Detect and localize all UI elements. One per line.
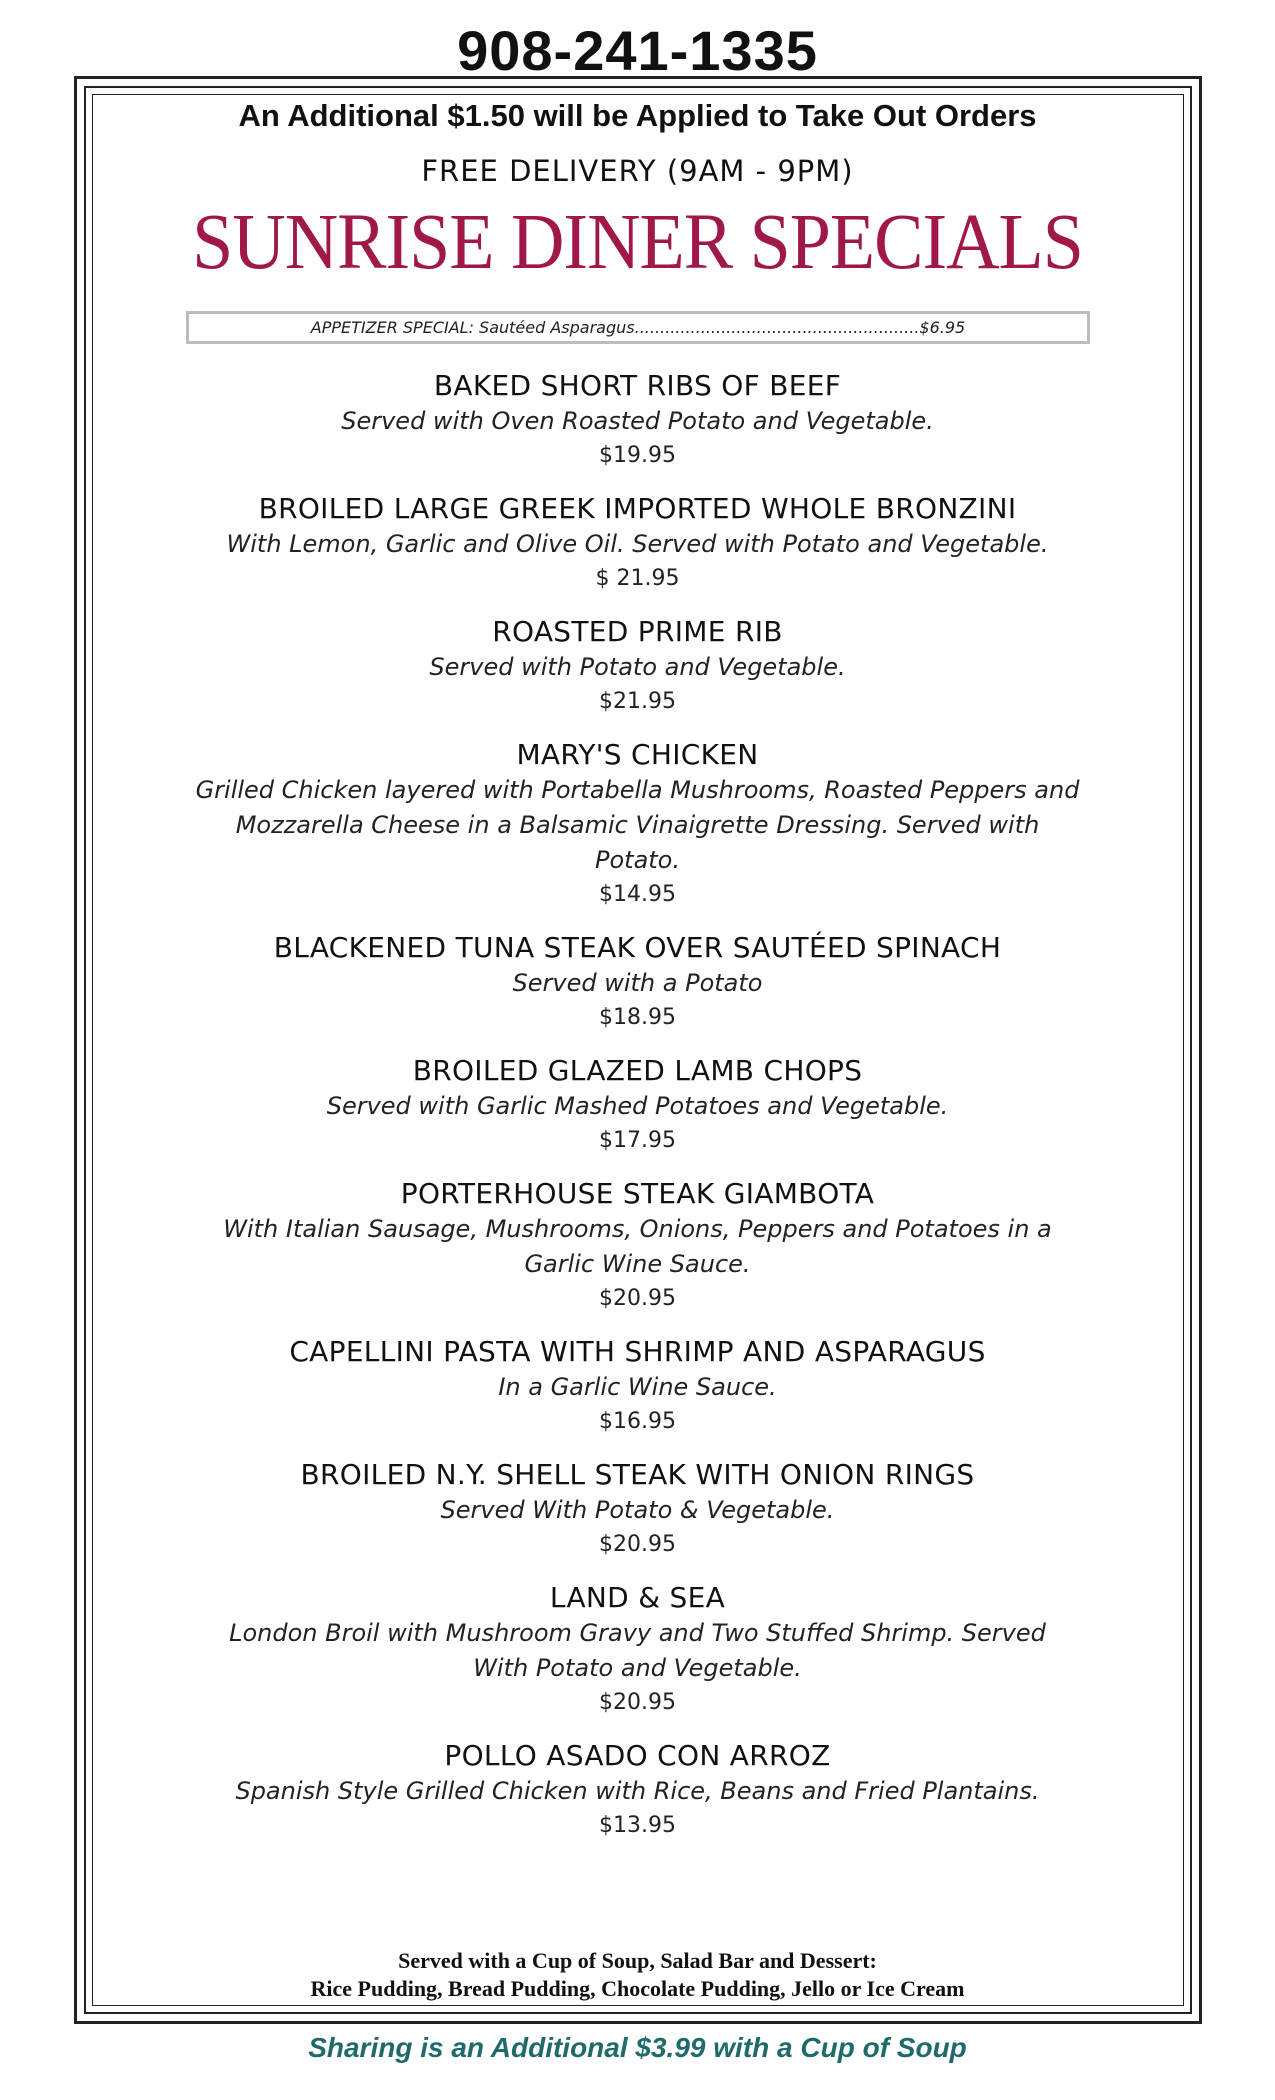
phone-number: 908-241-1335: [457, 19, 818, 82]
included-sides-note: [100, 1947, 1175, 2003]
menu-item-name: BLACKENED TUNA STEAK OVER SAUTÉED SPINACH: [273, 931, 1002, 964]
menu-item-name: BROILED GLAZED LAMB CHOPS: [412, 1054, 863, 1087]
menu-item-description: Served With Potato & Vegetable.: [440, 1496, 835, 1524]
menu-item-price: $16.95: [599, 1409, 676, 1434]
menu-item-price: $20.95: [599, 1286, 676, 1311]
menu-item: [140, 930, 1135, 1034]
menu-item: [140, 1334, 1135, 1438]
menu-title: SUNRISE DINER SPECIALS: [192, 197, 1083, 287]
sharing-notice: Sharing is an Additional $3.99 with a Cup of Soup: [308, 2032, 967, 2063]
menu-item-description: With Potato and Vegetable.: [473, 1654, 802, 1682]
menu-item: [140, 1580, 1135, 1719]
menu-item-description: Spanish Style Grilled Chicken with Rice, Beans and Fried Plantains.: [235, 1777, 1040, 1805]
menu-item-description: Potato.: [595, 846, 680, 874]
menu-item-name: PORTERHOUSE STEAK GIAMBOTA: [400, 1177, 875, 1210]
menu-item-description: Mozzarella Cheese in a Balsamic Vinaigrette Dressing. Served with: [235, 811, 1040, 839]
menu-item: [140, 368, 1135, 472]
menu-item-description: With Italian Sausage, Mushrooms, Onions, Peppers and Potatoes in a: [223, 1215, 1052, 1243]
menu-item-price: $17.95: [599, 1128, 676, 1153]
menu-item-description: London Broil with Mushroom Gravy and Two Stuffed Shrimp. Served: [229, 1619, 1046, 1647]
menu-item-name: BROILED N.Y. SHELL STEAK WITH ONION RINGS: [300, 1458, 975, 1491]
menu-item-description: Served with Garlic Mashed Potatoes and Vegetable.: [326, 1092, 949, 1120]
menu-item-description: Garlic Wine Sauce.: [524, 1250, 751, 1278]
menu-item-price: $13.95: [599, 1813, 676, 1838]
menu-item-name: BAKED SHORT RIBS OF BEEF: [433, 369, 842, 402]
menu-item: [140, 737, 1135, 911]
included-sides-line-2: Rice Pudding, Bread Pudding, Chocolate Pudding, Jello or Ice Cream: [310, 1976, 965, 2001]
menu-item: [140, 1457, 1135, 1561]
menu-item-name: LAND & SEA: [549, 1581, 726, 1614]
menu-item-price: $ 21.95: [595, 566, 680, 591]
appetizer-special-box: APPETIZER SPECIAL: Sautéed Asparagus........................................................$6.95: [186, 311, 1090, 344]
menu-item-name: MARY'S CHICKEN: [516, 738, 759, 771]
menu-item-name: CAPELLINI PASTA WITH SHRIMP AND ASPARAGUS: [289, 1335, 986, 1368]
menu-item-description: Served with Oven Roasted Potato and Vegetable.: [341, 407, 934, 435]
takeout-notice: An Additional $1.50 will be Applied to Take Out Orders: [238, 98, 1037, 133]
menu-item-description: In a Garlic Wine Sauce.: [498, 1373, 777, 1401]
menu-item-price: $21.95: [599, 689, 676, 714]
menu-item-description: Served with a Potato: [512, 969, 763, 997]
menu-item-price: $20.95: [599, 1532, 676, 1557]
delivery-notice: FREE DELIVERY (9AM - 9PM): [421, 154, 854, 188]
menu-item: [140, 491, 1135, 595]
menu-item-price: $20.95: [599, 1690, 676, 1715]
menu-item-description: With Lemon, Garlic and Olive Oil. Served with Potato and Vegetable.: [226, 530, 1049, 558]
menu-item-name: ROASTED PRIME RIB: [492, 615, 783, 648]
menu-item-price: $19.95: [599, 443, 676, 468]
menu-item-name: BROILED LARGE GREEK IMPORTED WHOLE BRONZINI: [258, 492, 1017, 525]
menu-item: [140, 1738, 1135, 1842]
menu-item: [140, 614, 1135, 718]
menu-item-description: Grilled Chicken layered with Portabella Mushrooms, Roasted Peppers and: [195, 776, 1080, 804]
menu-item: [140, 1176, 1135, 1315]
menu-item-description: Served with Potato and Vegetable.: [429, 653, 846, 681]
specials-list: [140, 368, 1135, 1861]
menu-item: [140, 1053, 1135, 1157]
menu-item-price: $14.95: [599, 882, 676, 907]
included-sides-line-1: Served with a Cup of Soup, Salad Bar and Dessert:: [398, 1948, 877, 1973]
menu-item-price: $18.95: [599, 1005, 676, 1030]
menu-item-name: POLLO ASADO CON ARROZ: [444, 1739, 831, 1772]
